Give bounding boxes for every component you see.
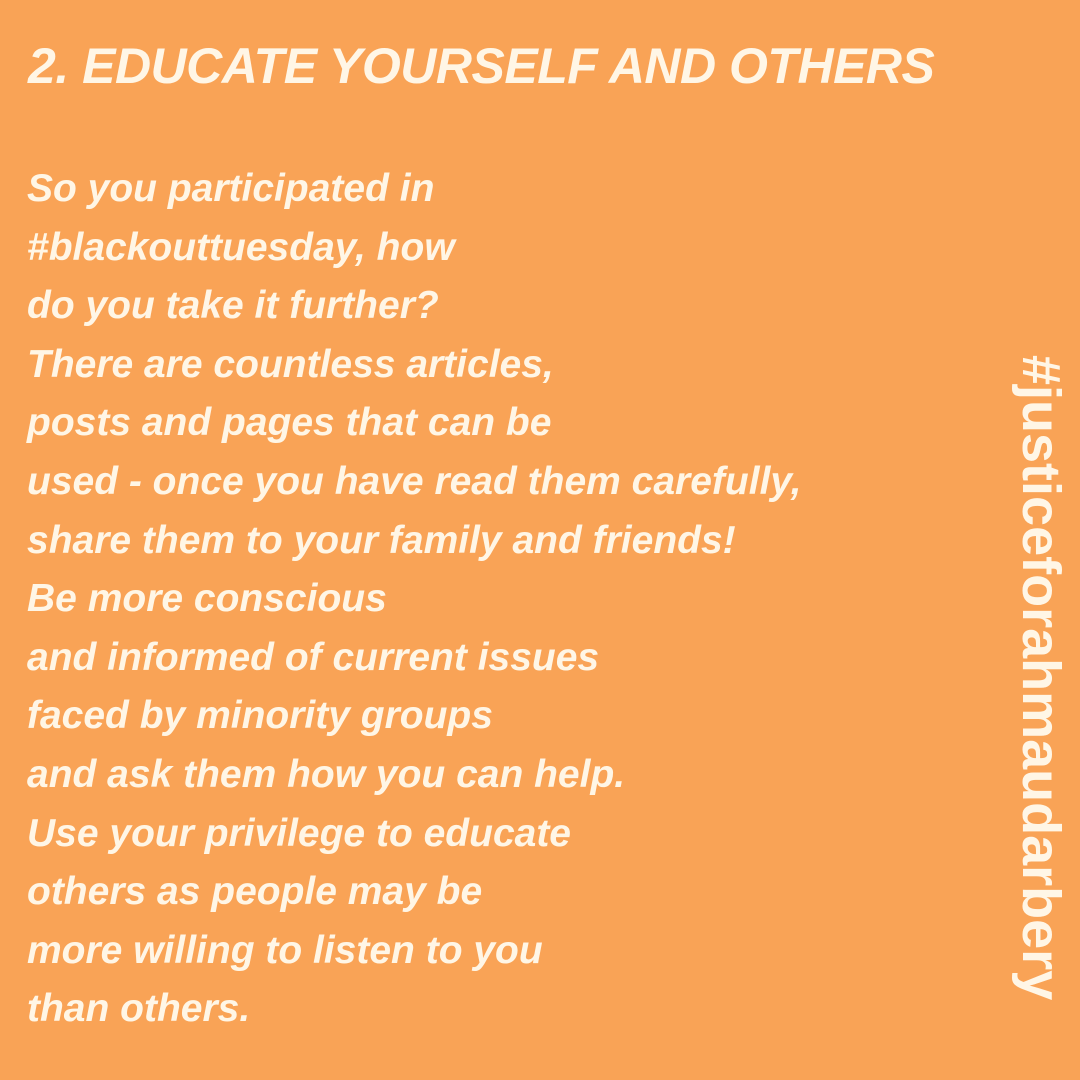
body-text [27,160,1007,1039]
body-line: So you participated in [27,167,435,210]
body-line: than others. [27,987,251,1031]
body-line: There are countless articles, [27,342,554,386]
body-line: posts and pages that can be [27,401,552,445]
body-line: share them to your family and friends! [27,518,736,562]
body-line: #blackouttuesday, how [27,225,455,269]
body-line: do you take it further? [27,284,439,328]
body-line: and ask them how you can help. [27,752,626,796]
body-line: used - once you have read them carefully, [27,459,802,503]
body-line: faced by minority groups [27,694,493,738]
vertical-hashtag [1002,355,1080,1080]
hashtag-text: #justiceforahmaudarbery [1011,355,1071,1001]
body-line: Use your privilege to educate [27,811,572,855]
page-title: 2. EDUCATE YOURSELF AND OTHERS [28,38,935,94]
body-line: others as people may be [27,870,483,914]
body-line: and informed of current issues [27,635,600,679]
body-line: more willing to listen to you [27,928,543,972]
body-line: Be more conscious [27,577,387,621]
